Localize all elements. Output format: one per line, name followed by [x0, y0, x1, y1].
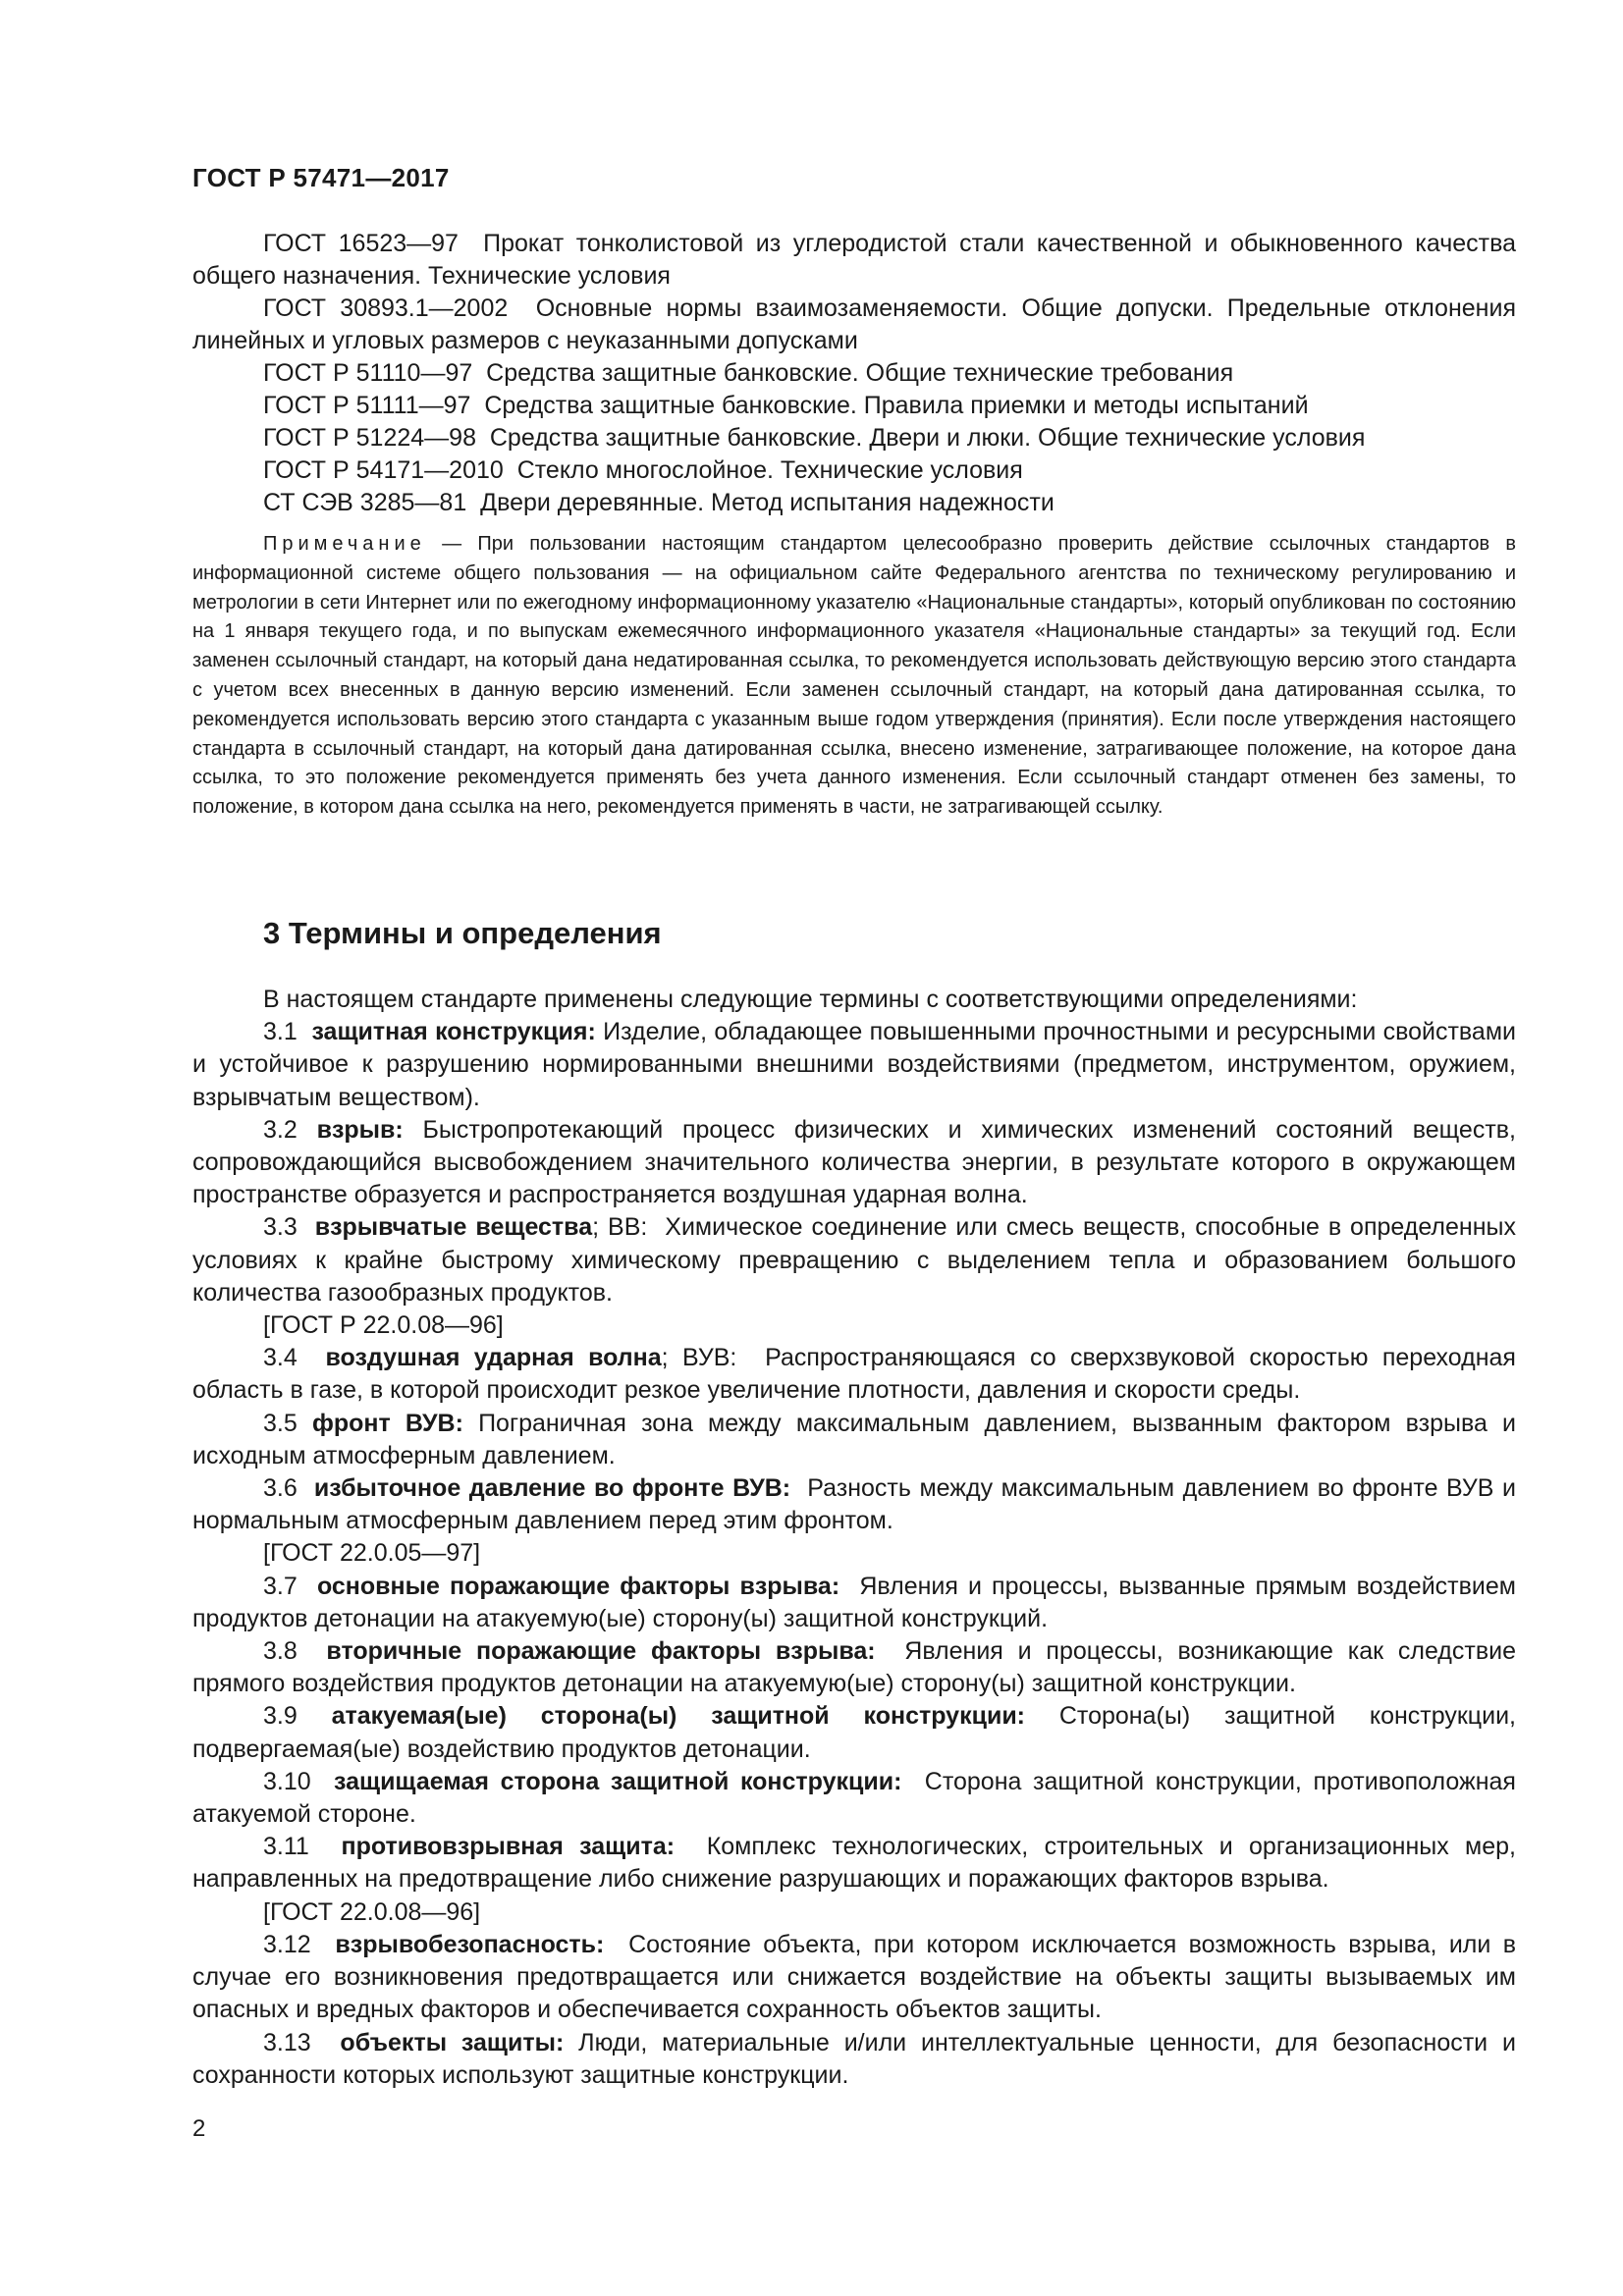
terms-list [192, 984, 1516, 2092]
term-number: 3.2 [263, 1115, 298, 1144]
term-name: взрыв: [316, 1115, 404, 1144]
reference-text: Основные нормы взаимозаменяемости. Общие допуски. Предельные отклонения линейных и угловых размеров с неуказанными допусками [192, 294, 1516, 354]
document-header: ГОСТ Р 57471—2017 [192, 163, 450, 192]
term-definition: Распространяющаяся со сверхзвуковой скоростью переходная область в газе, в которой происходит резкое увеличение плотности, давления и скорости среды. [192, 1344, 1516, 1405]
normative-references [192, 228, 1516, 519]
term-name: защищаемая сторона защитной конструкции: [333, 1767, 902, 1795]
note-text: — При пользовании настоящим стандартом целесообразно проверить действие ссылочных стандартов в информационной системе общего пользования — на официальном сайте Федерального агентства по техническому регулированию и метрологии в сети Интернет или по ежегодному информационному указателю «Национальные стандарты», который опубликован по состоянию на 1 января текущего года, и по выпускам ежемесячного информационного указателя «Национальные стандарты» за текущий год. Если заменен ссылочный стандарт, на который дана недатированная ссылка, то рекомендуется использовать действующую версию этого стандарта с учетом всех внесенных в данную версию изменений. Если заменен ссылочный стандарт, на который дана датированная ссылка, то рекомендуется использовать версию этого стандарта с указанным выше годом утверждения (принятия). Если после утверждения настоящего стандарта в ссылочный стандарт, на который дана датированная ссылка, внесено изменение, затрагивающее положение, на которое дана ссылка, то это положение рекомендуется применять без учета данного изменения. Если ссылочный стандарт отменен без замены, то положение, в котором дана ссылка на него, рекомендуется применять в части, не затрагивающей ссылку. [192, 533, 1516, 819]
term-number: 3.4 [263, 1344, 298, 1372]
reference-item [192, 487, 1516, 519]
term-definition: Разность между максимальным давлением во фронте ВУВ и нормальным атмосферным давлением перед этим фронтом. [192, 1474, 1516, 1535]
reference-text: Прокат тонколистовой из углеродистой стали качественной и обыкновенного качества общего назначения. Технические условия [192, 230, 1516, 290]
term-definition: Явления и процессы, возникающие как следствие прямого воздействия продуктов детонации на атакуемую(ые) сторону(ы) защитной конструкции. [192, 1637, 1516, 1698]
term-number: 3.1 [263, 1018, 298, 1046]
section-title: 3 Термины и определения [263, 916, 662, 950]
term-name: вторичные поражающие факторы взрыва: [326, 1637, 876, 1666]
term-name: противовзрывная защита: [341, 1833, 676, 1861]
reference-code: ГОСТ 30893.1—2002 [263, 294, 509, 322]
term-definition: Явления и процессы, вызванные прямым воздействием продуктов детонации на атакуемую(ые) сторону(ы) защитной конструкций. [192, 1572, 1516, 1632]
term-abbreviation: ; ВВ: [592, 1213, 648, 1242]
page-number: 2 [192, 2115, 206, 2142]
term-definition: Быстропротекающий процесс физических и химических изменений состояний веществ, сопровождающийся высвобождением значительного количества энергии, в результате которого в окружающем пространстве образуется и распространяется воздушная ударная волна. [192, 1115, 1517, 1209]
term-number: 3.3 [263, 1213, 298, 1242]
reference-text: Стекло многослойное. Технические условия [516, 456, 1023, 484]
term-definition: Состояние объекта, при котором исключается возможность взрыва, или в случае его возникновения предотвращается или снижается воздействие на объекты защиты вызываемых им опасных и вредных факторов и обеспечивается сохранность объектов защиты. [192, 1930, 1516, 2024]
note-block [192, 530, 1516, 823]
term-definition: Изделие, обладающее повышенными прочностными и ресурсными свойствами и устойчивое к разрушению нормированными внешними воздействиями (предметом, инструментом, оружием, взрывчатым веществом). [192, 1018, 1516, 1111]
term-entry [192, 1342, 1516, 1407]
term-number: 3.10 [263, 1767, 311, 1795]
term-definition: Пограничная зона между максимальным давлением, вызванным фактором взрыва и исходным атмосферным давлением. [192, 1409, 1516, 1469]
reference-item [192, 390, 1516, 422]
reference-text: Средства защитные банковские. Правила приемки и методы испытаний [484, 392, 1309, 419]
term-name: взрывчатые вещества [314, 1213, 593, 1242]
reference-text: Средства защитные банковские. Общие технические требования [486, 359, 1234, 387]
term-number: 3.6 [263, 1474, 298, 1503]
term-entry [192, 1472, 1516, 1537]
term-entry [192, 2027, 1516, 2092]
term-name: объекты защиты: [340, 2028, 565, 2056]
term-number: 3.8 [263, 1637, 298, 1666]
term-definition: Сторона(ы) защитной конструкции, подвергаемая(ые) воздействию продуктов детонации. [192, 1702, 1516, 1763]
term-abbreviation: ; ВУВ: [661, 1344, 737, 1372]
term-entry [192, 1016, 1516, 1114]
term-name: фронт ВУВ: [311, 1409, 463, 1437]
term-definition: Сторона защитной конструкции, противоположная атакуемой стороне. [192, 1767, 1516, 1829]
term-number: 3.5 [263, 1409, 298, 1437]
section-intro: В настоящем стандарте применены следующие термины с соответствующими определениями: [263, 986, 1358, 1013]
term-entry [192, 1766, 1516, 1831]
term-name: атакуемая(ые) сторона(ы) защитной конструкции: [331, 1702, 1026, 1731]
term-definition: Химическое соединение или смесь веществ, способные в определенных условиях к крайне быстрому химическому превращению с выделением тепла и образованием большого количества газообразных продуктов. [192, 1213, 1516, 1307]
term-source: [ГОСТ Р 22.0.08—96] [263, 1311, 504, 1340]
reference-text: Двери деревянные. Метод испытания надежности [480, 489, 1055, 516]
term-number: 3.12 [263, 1930, 311, 1958]
term-definition: Комплекс технологических, строительных и организационных мер, направленных на предотвращение либо снижение разрушающих и поражающих факторов взрыва. [192, 1833, 1516, 1894]
term-name: основные поражающие факторы взрыва: [316, 1572, 840, 1600]
reference-item [192, 454, 1516, 487]
term-source: [ГОСТ 22.0.05—97] [263, 1539, 481, 1568]
term-name: взрывобезопасность: [335, 1930, 605, 1958]
reference-item [192, 422, 1516, 454]
term-entry [192, 1929, 1516, 2027]
reference-code: ГОСТ Р 54171—2010 [263, 456, 504, 484]
note-paragraph [192, 530, 1516, 823]
reference-code: ГОСТ Р 51111—97 [263, 392, 471, 419]
term-source: [ГОСТ 22.0.08—96] [263, 1897, 481, 1926]
term-entry [192, 1571, 1516, 1635]
reference-code: СТ СЭВ 3285—81 [263, 489, 467, 516]
term-entry [192, 1408, 1516, 1472]
term-definition: Люди, материальные и/или интеллектуальные ценности, для безопасности и сохранности которых используют защитные конструкции. [192, 2028, 1516, 2089]
term-name: защитная конструкция: [311, 1018, 596, 1046]
term-number: 3.9 [263, 1702, 298, 1731]
term-entry [192, 1635, 1516, 1700]
term-name: воздушная ударная волна [325, 1344, 662, 1372]
note-label: Примечание [263, 533, 426, 555]
term-entry [192, 1700, 1516, 1765]
term-number: 3.13 [263, 2028, 311, 2056]
term-number: 3.11 [263, 1833, 309, 1861]
reference-code: ГОСТ Р 51110—97 [263, 359, 473, 387]
reference-code: ГОСТ Р 51224—98 [263, 424, 476, 452]
reference-code: ГОСТ 16523—97 [263, 230, 459, 257]
term-entry [192, 1114, 1516, 1212]
reference-item [192, 228, 1516, 293]
reference-item [192, 293, 1516, 357]
reference-item [192, 357, 1516, 390]
term-number: 3.7 [263, 1572, 298, 1600]
reference-text: Средства защитные банковские. Двери и люки. Общие технические условия [489, 424, 1366, 452]
term-name: избыточное давление во фронте ВУВ: [313, 1474, 791, 1503]
term-entry [192, 1211, 1516, 1309]
term-entry [192, 1831, 1516, 1896]
